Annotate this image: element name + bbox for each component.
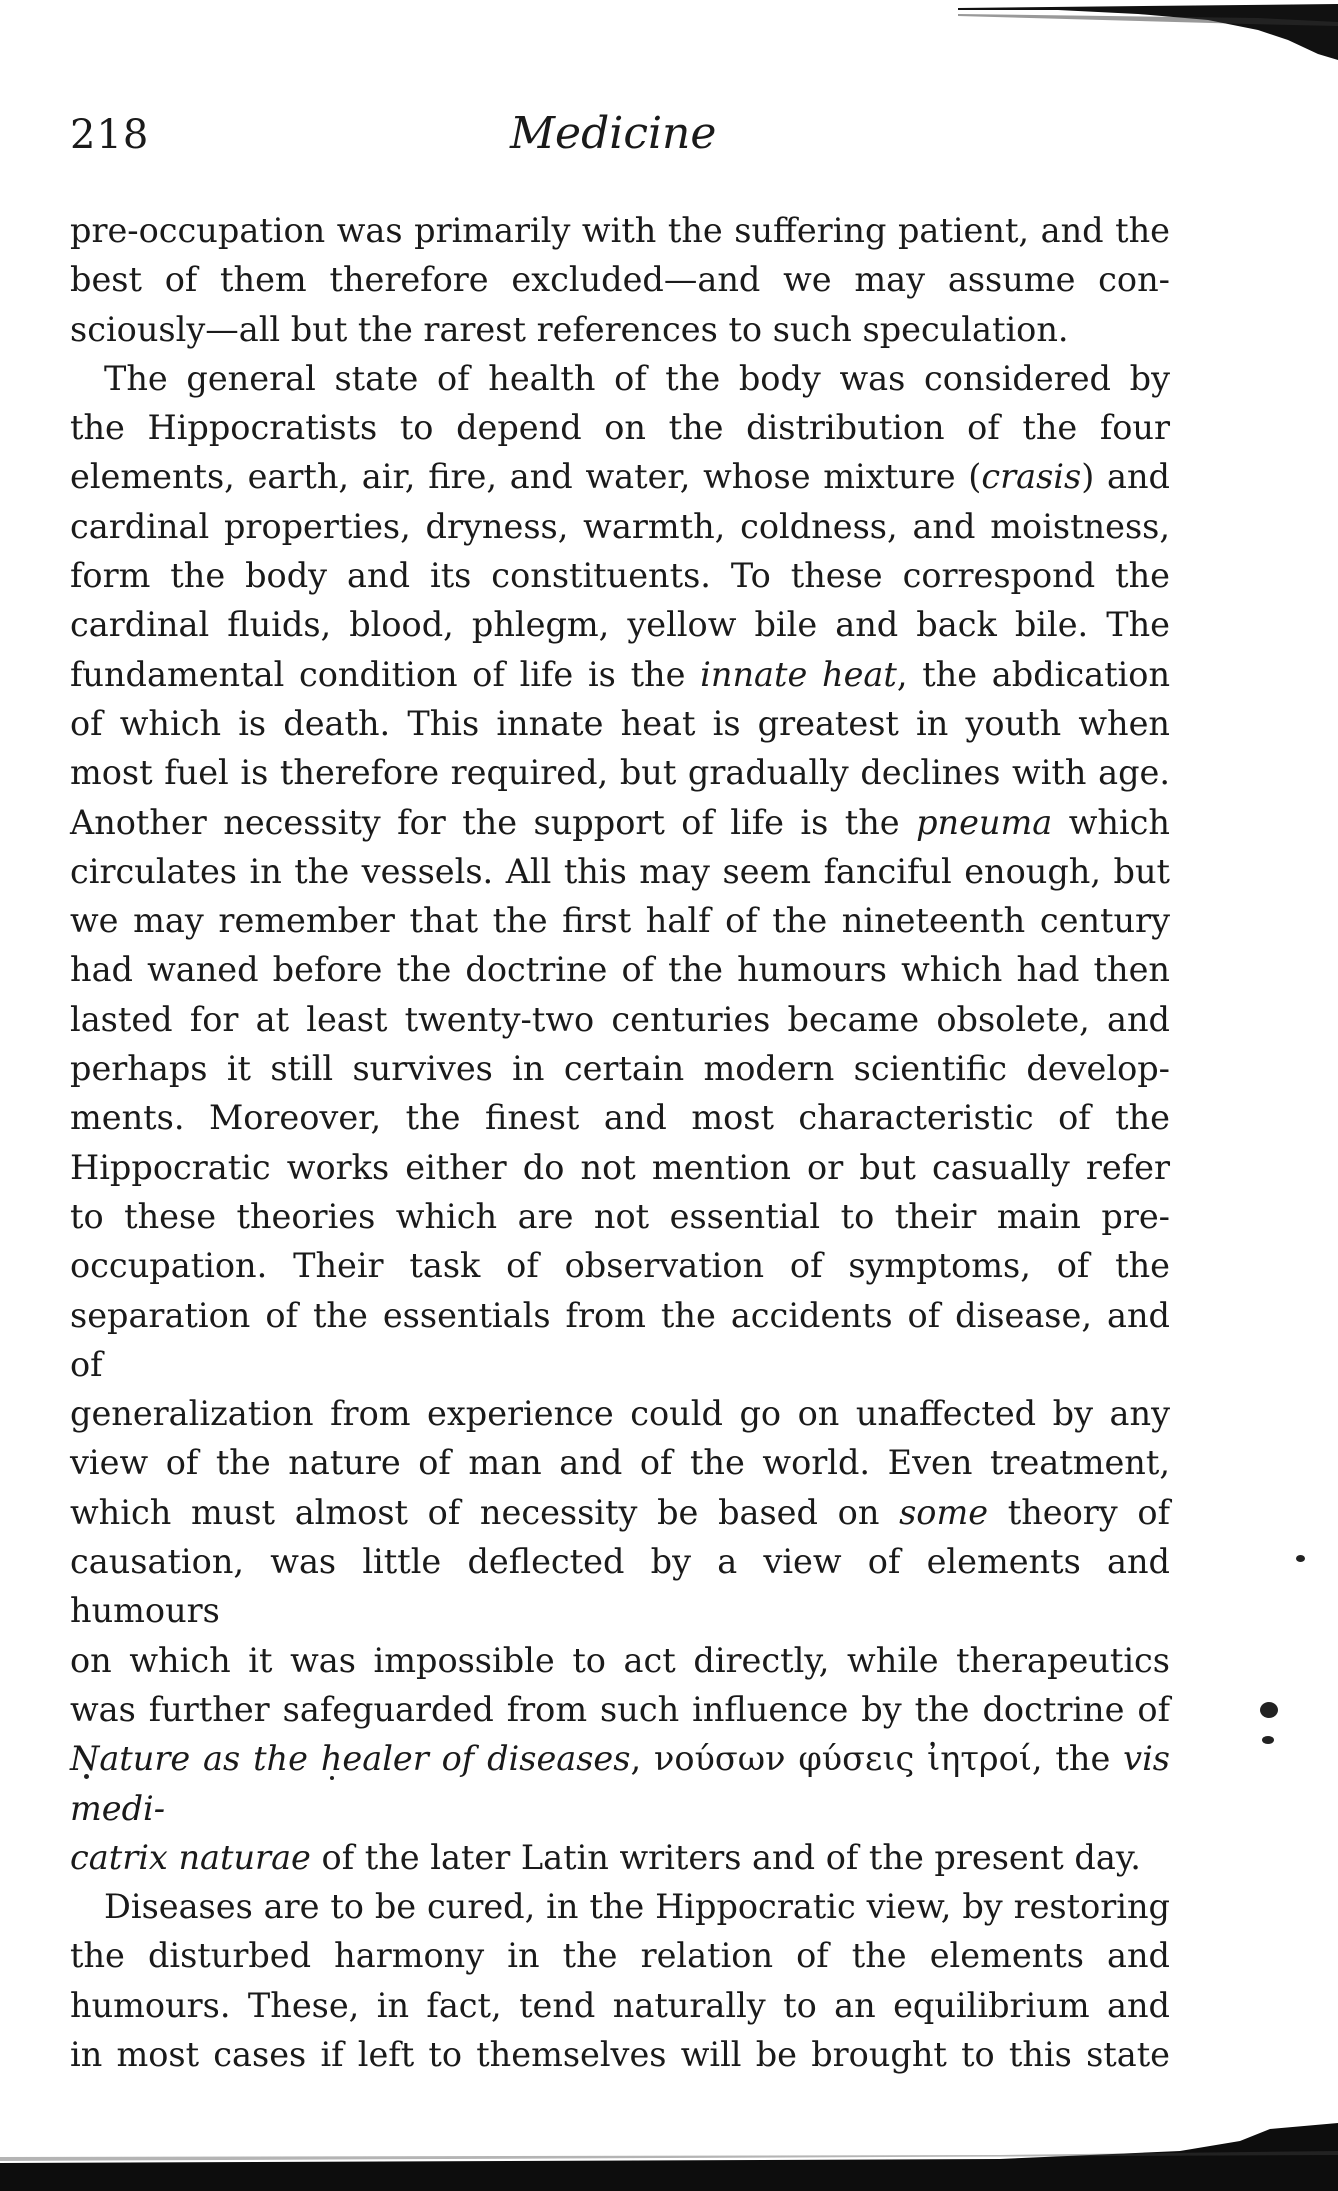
text-segment: ments. Moreover, the finest and most characteristic of the — [70, 1098, 1170, 1138]
text-line — [70, 1389, 1170, 1438]
text-line — [70, 699, 1170, 748]
text-line — [70, 1537, 1170, 1636]
italic-text: Nature as the healer of diseases — [70, 1739, 631, 1779]
text-segment: was further safeguarded from such influence by the doctrine of — [70, 1689, 1170, 1729]
text-line — [70, 798, 1170, 847]
text-segment: sciously—all but the rarest references to such speculation. — [70, 309, 1069, 349]
scan-speck — [1296, 1555, 1305, 1562]
text-line — [70, 1044, 1170, 1093]
text-segment: pre-occupation was primarily with the suffering patient, and the — [70, 211, 1170, 250]
text-segment: which — [1052, 802, 1171, 842]
page-number: 218 — [70, 112, 150, 158]
text-line — [70, 1931, 1170, 1980]
text-segment: the disturbed harmony in the relation of the elements and — [70, 1936, 1170, 1976]
text-segment: The general state of health of the body was considered by — [104, 358, 1170, 398]
text-segment: circulates in the vessels. All this may seem fanciful enough, but — [70, 851, 1170, 891]
scan-speck — [1262, 1736, 1274, 1744]
text-segment: cardinal properties, dryness, warmth, coldness, and moistness, — [70, 506, 1170, 546]
text-segment: had waned before the doctrine of the humours which had then — [70, 950, 1170, 990]
text-line — [70, 650, 1170, 699]
body-text — [70, 206, 1170, 2079]
text-line — [70, 1734, 1170, 1833]
text-line — [70, 502, 1170, 551]
text-line — [70, 600, 1170, 649]
text-line — [70, 1192, 1170, 1241]
text-segment: cardinal fluids, blood, phlegm, yellow bile and back bile. The — [70, 605, 1170, 645]
text-line — [70, 1438, 1170, 1487]
text-segment: occupation. Their task of observation of symptoms, of the — [70, 1246, 1170, 1286]
text-segment: , νούσων φύσεις ἰητροί, the — [630, 1739, 1124, 1779]
italic-text: pneuma — [916, 802, 1053, 842]
italic-text: some — [899, 1492, 989, 1532]
text-line — [70, 847, 1170, 896]
text-segment: , the abdication — [896, 654, 1171, 694]
text-segment: which must almost of necessity be based on — [70, 1492, 900, 1532]
italic-text: crasis — [981, 457, 1082, 497]
text-line — [70, 403, 1170, 452]
text-line — [70, 1981, 1170, 2030]
text-segment: of the later Latin writers and of the present day. — [310, 1837, 1141, 1877]
text-line — [70, 255, 1170, 304]
text-line — [70, 1488, 1170, 1537]
text-line — [70, 995, 1170, 1044]
text-segment: best of them therefore excluded—and we may assume con- — [70, 260, 1170, 300]
text-line — [70, 1882, 1170, 1931]
text-line — [70, 1833, 1170, 1882]
text-segment: Another necessity for the support of life is the — [70, 802, 917, 842]
italic-text: innate heat — [700, 654, 897, 694]
text-line — [70, 206, 1170, 255]
text-line — [70, 1241, 1170, 1290]
text-line — [70, 896, 1170, 945]
text-segment: form the body and its constituents. To these correspond the — [70, 556, 1170, 596]
page-header — [70, 108, 1170, 172]
text-line — [70, 2030, 1170, 2079]
text-line — [70, 945, 1170, 994]
text-line — [70, 452, 1170, 501]
text-segment: elements, earth, air, fire, and water, whose mixture ( — [70, 457, 982, 497]
text-segment: to these theories which are not essential to their main pre- — [70, 1196, 1170, 1236]
text-segment: fundamental condition of life is the — [70, 654, 701, 694]
text-segment: in most cases if left to themselves will be brought to this state — [70, 2034, 1170, 2074]
italic-text: vis medi- — [70, 1739, 1170, 1828]
text-segment: on which it was impossible to act directly, while therapeutics — [70, 1640, 1170, 1680]
text-segment: of which is death. This innate heat is greatest in youth when — [70, 703, 1170, 743]
text-line — [70, 748, 1170, 797]
text-line — [70, 551, 1170, 600]
text-segment: lasted for at least twenty-two centuries became obsolete, and — [70, 999, 1170, 1039]
text-line — [70, 1636, 1170, 1685]
text-segment: generalization from experience could go on unaffected by any — [70, 1394, 1170, 1434]
text-segment: perhaps it still survives in certain modern scientific develop- — [70, 1049, 1170, 1089]
text-segment: Diseases are to be cured, in the Hippocratic view, by restoring — [104, 1887, 1170, 1927]
text-segment: most fuel is therefore required, but gradually declines with age. — [70, 753, 1170, 793]
text-line — [70, 1093, 1170, 1142]
text-line — [70, 1685, 1170, 1734]
text-segment: humours. These, in fact, tend naturally to an equilibrium and — [70, 1985, 1170, 2025]
running-head: Medicine — [510, 108, 717, 159]
text-segment: theory of — [988, 1492, 1170, 1532]
text-segment: view of the nature of man and of the world. Even treatment, — [70, 1443, 1170, 1483]
text-line — [70, 1291, 1170, 1390]
text-line — [70, 1143, 1170, 1192]
scan-edge-bottom — [0, 2101, 1338, 2191]
scan-edge-top — [958, 0, 1338, 60]
italic-text: catrix naturae — [70, 1837, 311, 1877]
text-segment: ) and — [1081, 457, 1170, 497]
text-line — [70, 354, 1170, 403]
text-segment: separation of the essentials from the accidents of disease, and of — [70, 1295, 1170, 1384]
text-line — [70, 305, 1170, 354]
scan-speck — [1260, 1702, 1278, 1718]
text-segment: Hippocratic works either do not mention or but casually refer — [70, 1147, 1170, 1187]
text-segment: causation, was little deflected by a view of elements and humours — [70, 1542, 1170, 1631]
text-segment: we may remember that the first half of the nineteenth century — [70, 901, 1170, 941]
text-segment: the Hippocratists to depend on the distribution of the four — [70, 408, 1170, 448]
